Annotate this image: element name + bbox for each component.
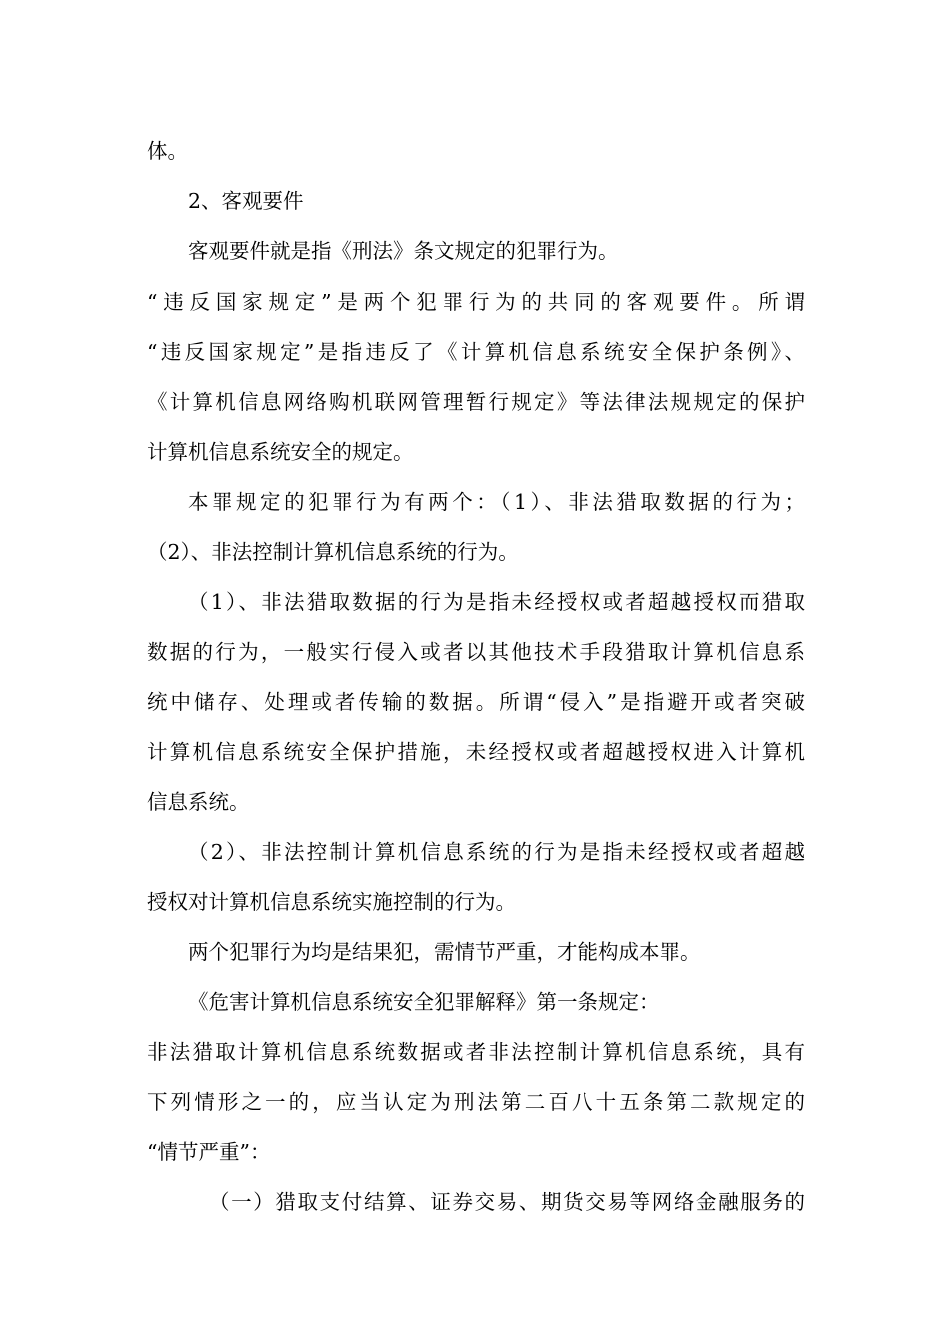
text-line-18: 《危害计算机信息系统安全犯罪解释》第一条规定： xyxy=(188,990,660,1014)
text-line-22: （一）猎取支付结算、证券交易、期货交易等网络金融服务的 xyxy=(209,1190,805,1214)
text-line-16: 授权对计算机信息系统实施控制的行为。 xyxy=(147,890,516,914)
text-line-20: 下列情形之一的，应当认定为刑法第二百八十五条第二款规定的 xyxy=(147,1090,805,1114)
text-line-14: 信息系统。 xyxy=(147,790,250,814)
text-line-9: （2）、非法控制计算机信息系统的行为。 xyxy=(147,540,519,564)
text-line-4: “违反国家规定”是两个犯罪行为的共同的客观要件。所谓 xyxy=(147,290,805,314)
text-line-3: 客观要件就是指《刑法》条文规定的犯罪行为。 xyxy=(188,239,619,263)
text-line-12: 统中储存、处理或者传输的数据。所谓“侵入”是指避开或者突破 xyxy=(147,690,805,714)
text-line-8: 本罪规定的犯罪行为有两个：（1）、非法猎取数据的行为； xyxy=(188,490,805,514)
text-line-6: 《计算机信息网络购机联网管理暂行规定》等法律法规规定的保护 xyxy=(147,390,805,414)
text-line-5: “违反国家规定”是指违反了《计算机信息系统安全保护条例》、 xyxy=(147,340,805,364)
text-line-10: （1）、非法猎取数据的行为是指未经授权或者超越授权而猎取 xyxy=(188,590,805,614)
text-line-15: （2）、非法控制计算机信息系统的行为是指未经授权或者超越 xyxy=(188,840,805,864)
text-line-7: 计算机信息系统安全的规定。 xyxy=(147,440,414,464)
text-line-17: 两个犯罪行为均是结果犯，需情节严重，才能构成本罪。 xyxy=(188,940,701,964)
section-heading-objective-elements: 2、客观要件 xyxy=(188,189,304,213)
text-line-13: 计算机信息系统安全保护措施，未经授权或者超越授权进入计算机 xyxy=(147,740,805,764)
text-line-1: 体。 xyxy=(147,139,188,163)
text-line-19: 非法猎取计算机信息系统数据或者非法控制计算机信息系统，具有 xyxy=(147,1040,805,1064)
text-line-21: “情节严重”： xyxy=(147,1140,271,1164)
text-line-11: 数据的行为，一般实行侵入或者以其他技术手段猎取计算机信息系 xyxy=(147,640,805,664)
